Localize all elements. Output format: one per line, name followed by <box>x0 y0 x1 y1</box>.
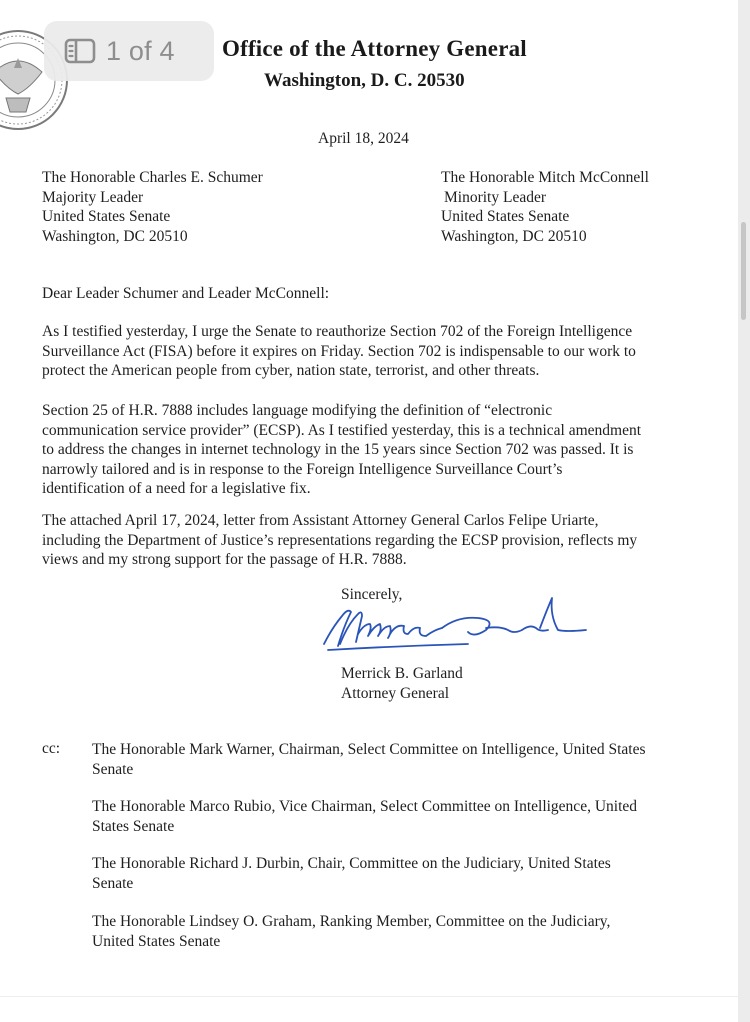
text-line: narrowly tailored and is in response to the Foreign Intelligence Surveillance Court’s <box>42 460 563 478</box>
signer-title: Attorney General <box>341 684 450 702</box>
text-line: States Senate <box>92 817 175 835</box>
text-line: to address the changes in internet technology in the 15 years since Section 702 was passed. It is <box>42 441 634 458</box>
scrollbar-thumb[interactable] <box>741 222 746 320</box>
sidebar-pages-icon[interactable] <box>64 38 96 64</box>
recipient-title: Majority Leader <box>42 188 144 206</box>
cc-entry <box>92 854 712 893</box>
text-line: communication service provider” (ECSP). As I testified yesterday, this is a technical amendment <box>42 421 642 439</box>
cc-entry <box>92 912 712 951</box>
recipient-body: United States Senate <box>42 208 171 225</box>
text-line: The Honorable Lindsey O. Graham, Ranking Member, Committee on the Judiciary, <box>92 913 611 930</box>
text-line: Surveillance Act (FISA) before it expires on Friday. Section 702 is indispensable to our work to <box>42 342 636 360</box>
body-paragraph <box>42 511 692 570</box>
text-line: The attached April 17, 2024, letter from Assistant Attorney General Carlos Felipe Uriarte, <box>42 512 599 529</box>
page-bottom-divider <box>0 996 738 997</box>
text-line: The Honorable Marco Rubio, Vice Chairman, Select Committee on Intelligence, United <box>92 798 638 815</box>
letterhead-office: Office of the Attorney General <box>222 36 527 61</box>
recipient-title: Minority Leader <box>444 188 547 206</box>
page-count-label: 1 of 4 <box>106 35 175 66</box>
cc-entry <box>92 797 712 836</box>
body-paragraph <box>42 401 692 499</box>
text-line: Section 25 of H.R. 7888 includes language modifying the definition of “electronic <box>42 402 553 419</box>
letterhead <box>222 36 527 91</box>
recipient-name: The Honorable Charles E. Schumer <box>42 169 263 186</box>
letterhead-city: Washington, D. C. 20530 <box>264 70 465 91</box>
text-line: Senate <box>92 760 134 778</box>
recipient-right <box>441 168 649 246</box>
text-line: Senate <box>92 874 134 892</box>
handwritten-signature <box>318 594 598 656</box>
closing: Sincerely, <box>341 586 403 603</box>
recipient-city: Washington, DC 20510 <box>42 227 188 245</box>
text-line: The Honorable Mark Warner, Chairman, Select Committee on Intelligence, United States <box>92 741 646 758</box>
body-paragraph <box>42 322 692 381</box>
recipient-left <box>42 168 263 246</box>
page-indicator[interactable] <box>44 21 214 81</box>
recipient-name: The Honorable Mitch McConnell <box>441 169 649 186</box>
text-line: protect the American people from cyber, nation state, terrorist, and other threats. <box>42 362 540 379</box>
cc-label: cc: <box>42 740 61 757</box>
salutation: Dear Leader Schumer and Leader McConnell: <box>42 285 330 302</box>
text-line: including the Department of Justice’s representations regarding the ECSP provision, reflects my <box>42 531 638 549</box>
signer-name: Merrick B. Garland <box>341 665 463 682</box>
letter-date: April 18, 2024 <box>318 130 409 147</box>
text-line: views and my strong support for the passage of H.R. 7888. <box>42 551 407 568</box>
cc-entry <box>92 740 712 779</box>
recipient-body: United States Senate <box>441 208 570 225</box>
recipient-city: Washington, DC 20510 <box>441 227 587 245</box>
text-line: The Honorable Richard J. Durbin, Chair, Committee on the Judiciary, United States <box>92 855 611 872</box>
scrollbar-track[interactable] <box>738 0 750 1022</box>
text-line: United States Senate <box>92 932 221 950</box>
text-line: As I testified yesterday, I urge the Senate to reauthorize Section 702 of the Foreign Intelligence <box>42 323 633 340</box>
signer-block <box>341 664 463 703</box>
text-line: identification of a need for a legislative fix. <box>42 480 311 497</box>
